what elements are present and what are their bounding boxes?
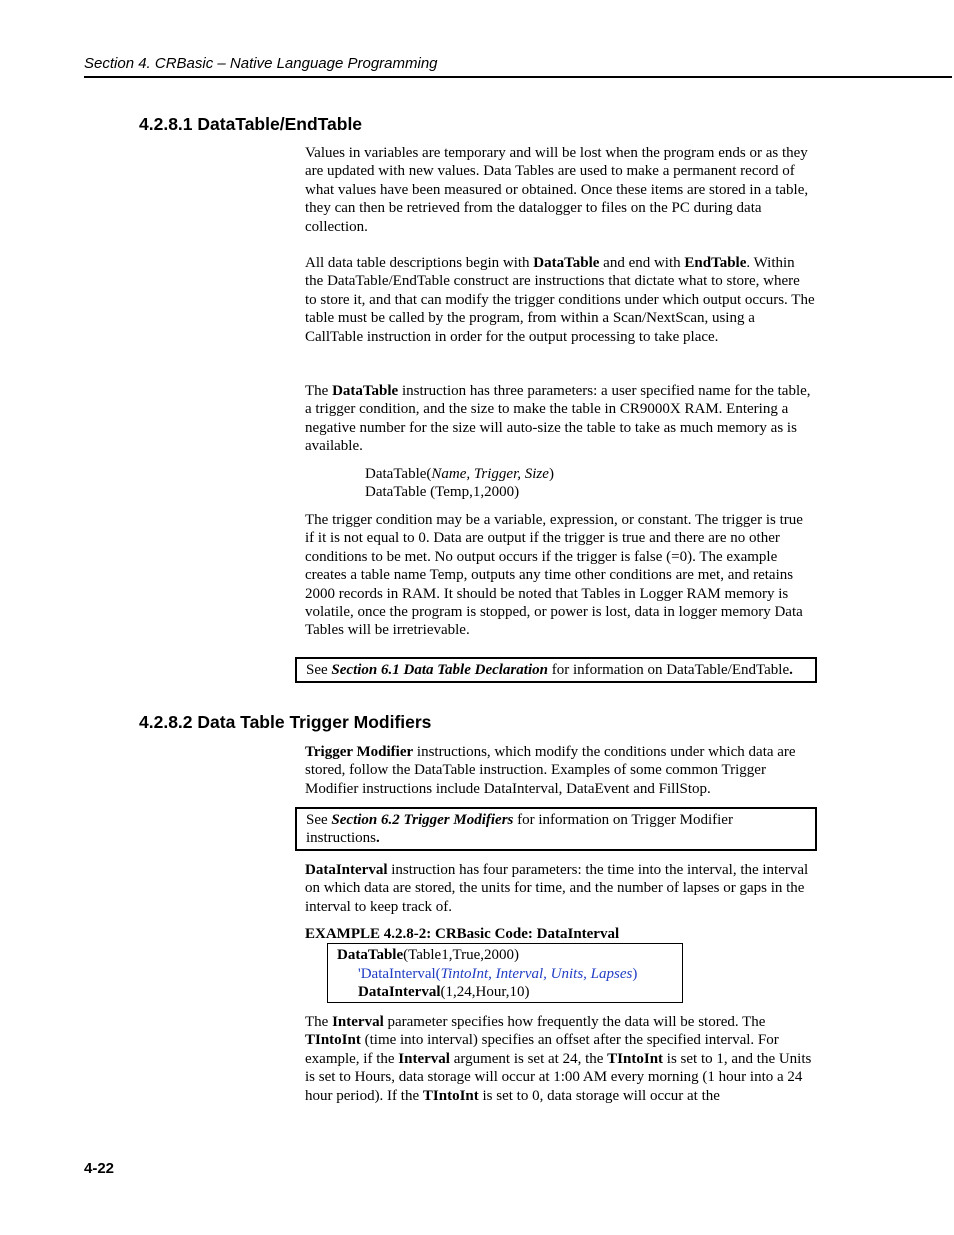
text-run: parameter specifies how frequently the data will be stored. The <box>383 1014 766 1030</box>
code-comment-start: 'DataInterval( <box>358 965 441 982</box>
paragraph-datainterval <box>305 861 815 916</box>
keyword-datainterval: DataInterval <box>305 862 388 878</box>
text-run: for information on DataTable/EndTable <box>547 662 790 678</box>
code-comment-line <box>337 965 682 984</box>
code-example-box <box>327 943 683 1003</box>
code-keyword: DataInterval <box>358 984 441 1000</box>
text-run: instruction has three parameters: a user specified name for the table, a trigger condition, and the size to make the table in CR9000X RAM. Entering a negative number for the size will auto-size the table to take as much memory as is available. <box>305 383 811 455</box>
code-comment-end: ) <box>632 965 638 982</box>
example-title: EXAMPLE 4.2.8-2: CRBasic Code: DataInterval <box>305 926 620 942</box>
paragraph-text <box>305 861 815 916</box>
datatable-syntax <box>365 465 815 502</box>
paragraph-interval-parameter <box>305 1013 815 1105</box>
text-run: . Within the DataTable/EndTable construct are instructions that dictate what to store, where to store it, and that can modify the trigger conditions under which output occurs. The table must be called by the program, from within a Scan/NextScan, using a CallTable instruction in order for the output processing to take place. <box>305 255 815 345</box>
section-heading-datatable: 4.2.8.1 DataTable/EndTable <box>139 114 363 134</box>
text-run: . <box>376 830 380 846</box>
keyword-trigger-modifier: Trigger Modifier <box>305 744 414 760</box>
text-run: and end with <box>599 255 685 271</box>
keyword-tintoint: TIntoInt <box>607 1050 664 1067</box>
page-number: 4-22 <box>84 1160 115 1177</box>
note-box-trigger-modifiers <box>295 807 817 851</box>
paragraph-trigger-condition <box>305 511 815 640</box>
section-reference-link[interactable]: Section 6.1 Data Table Declaration <box>331 662 548 678</box>
paragraph-text <box>305 743 815 798</box>
keyword-tintoint: TIntoInt <box>305 1032 361 1049</box>
text-run: . <box>789 662 793 678</box>
paragraph-text <box>305 382 815 456</box>
code-args: (1,24,Hour,10) <box>440 984 530 1000</box>
syntax-function: DataTable( <box>365 466 432 482</box>
text-run: argument is set at 24, the <box>449 1050 608 1067</box>
code-comment-params: TintoInt, Interval, Units, Lapses <box>440 965 633 982</box>
text-run: The <box>305 383 333 399</box>
code-keyword: DataTable <box>337 947 404 963</box>
section-heading-trigger-modifiers: 4.2.8.2 Data Table Trigger Modifiers <box>139 712 432 732</box>
text-run: for information on Trigger Modifier instructions <box>306 812 733 846</box>
keyword-endtable: EndTable <box>684 255 747 271</box>
paragraph-datatable-descriptions <box>305 254 815 346</box>
note-box-datatable <box>295 657 817 683</box>
syntax-params: Name, Trigger, Size <box>431 466 549 482</box>
text-run: See <box>306 662 332 678</box>
syntax-line <box>365 465 815 483</box>
text-run: (time into interval) specifies an offset after the specified interval. For example, if the <box>305 1032 779 1067</box>
running-header: Section 4. CRBasic – Native Language Programming <box>84 54 952 78</box>
text-run: is set to 0, data storage will occur at the <box>478 1087 720 1104</box>
paragraph-text: Values in variables are temporary and will be lost when the program ends or as they are updated with new values. Data Tables are used to make a permanent record of what values have been measured or obtained. Once these items are stored in a table, they can then be retrieved from the datalogger to files on the PC during data collection. <box>305 145 809 235</box>
syntax-close: ) <box>548 466 554 482</box>
keyword-interval: Interval <box>398 1050 450 1067</box>
paragraph-text: The trigger condition may be a variable, expression, or constant. The trigger is true if it is not equal to 0. Data are output if the trigger is true and there are no other conditions to be met. No output occurs if the trigger is false (=0). The example creates a table name Temp, outputs any time other conditions are met, and retains 2000 records in RAM. It should be noted that Tables in Logger RAM memory is volatile, once the program is stopped, or power is lost, data in logger memory Data Tables will be irretrievable. <box>305 512 803 639</box>
paragraph-variables-temporary <box>305 144 815 236</box>
text-run: instructions, which modify the conditions under which data are stored, follow the DataTable instruction. Examples of some common Trigger Modifier instructions include DataInterval, DataEvent and FillStop. <box>305 744 796 797</box>
paragraph-trigger-modifier <box>305 743 815 798</box>
keyword-tintoint: TIntoInt <box>422 1087 479 1104</box>
code-args: (Table1,True,2000) <box>403 947 520 963</box>
paragraph-text <box>305 254 815 346</box>
text-run: See <box>306 812 332 828</box>
code-line <box>337 983 682 1002</box>
text-run: All data table descriptions begin with <box>305 255 534 271</box>
keyword-datatable: DataTable <box>533 255 600 271</box>
code-line <box>337 946 682 965</box>
syntax-example: DataTable (Temp,1,2000) <box>365 484 520 501</box>
paragraph-text <box>305 1013 815 1105</box>
text-run: is set to 1, and the Units is set to Hours, data storage will occur at 1:00 AM every morning (1 hour into a 24 hour period). If the <box>305 1050 812 1104</box>
keyword-datatable: DataTable <box>332 383 399 399</box>
text-run: The <box>305 1014 333 1030</box>
section-reference-link[interactable]: Section 6.2 Trigger Modifiers <box>331 812 514 828</box>
keyword-interval: Interval <box>332 1014 384 1030</box>
paragraph-datatable-parameters <box>305 382 815 456</box>
text-run: instruction has four parameters: the time into the interval, the interval on which data are stored, the units for time, and the number of lapses or gaps in the interval to keep track of. <box>305 862 809 915</box>
